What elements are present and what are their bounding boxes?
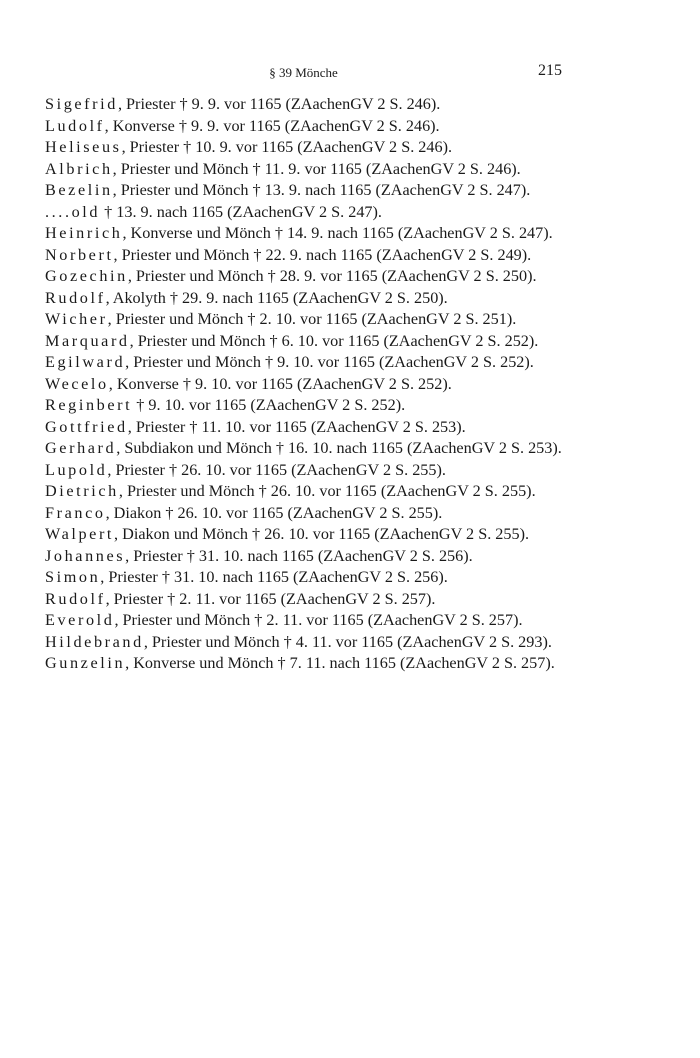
monk-entry xyxy=(45,653,562,675)
monk-description: , Priester und Mönch † 2. 10. vor 1165 (ZAachenGV 2 S. 251). xyxy=(107,310,517,328)
monk-name: Wicher xyxy=(45,310,108,328)
monk-name: Albrich xyxy=(45,159,113,178)
monk-description: , Konverse und Mönch † 14. 9. nach 1165 (ZAachenGV 2 S. 247). xyxy=(122,224,553,242)
monk-entry xyxy=(45,524,562,546)
monk-description: , Priester und Mönch † 6. 10. vor 1165 (ZAachenGV 2 S. 252). xyxy=(129,331,539,350)
monk-description: , Diakon † 26. 10. vor 1165 (ZAachenGV 2 S. 255). xyxy=(105,503,443,522)
monk-description: , Priester und Mönch † 13. 9. nach 1165 (ZAachenGV 2 S. 247). xyxy=(112,181,531,199)
monk-entry xyxy=(45,546,562,568)
monk-name: Rudolf xyxy=(45,288,106,307)
monk-name: ....old xyxy=(45,202,101,221)
monk-description: , Priester † 2. 11. vor 1165 (ZAachenGV 2 S. 257). xyxy=(105,589,436,608)
monk-entry xyxy=(45,395,562,417)
running-header xyxy=(45,62,562,84)
monk-description: , Priester † 11. 10. vor 1165 (ZAachenGV 2 S. 253). xyxy=(127,417,466,436)
monk-description: † 9. 10. vor 1165 (ZAachenGV 2 S. 252). xyxy=(132,396,406,414)
monk-entry xyxy=(45,180,562,202)
monk-description: , Priester und Mönch † 11. 9. vor 1165 (ZAachenGV 2 S. 246). xyxy=(112,159,521,178)
monk-entry xyxy=(45,589,562,611)
monk-description: , Konverse † 9. 9. vor 1165 (ZAachenGV 2 S. 246). xyxy=(104,116,440,135)
monk-name: Norbert xyxy=(45,245,114,264)
monk-entry xyxy=(45,481,562,503)
monk-entry xyxy=(45,288,562,310)
monk-name: Bezelin xyxy=(45,181,113,199)
monk-name: Franco xyxy=(45,503,106,522)
monk-entry xyxy=(45,331,562,353)
monk-description: , Priester und Mönch † 9. 10. vor 1165 (ZAachenGV 2 S. 252). xyxy=(125,353,534,371)
monk-entry xyxy=(45,266,562,288)
monk-name: Sigefrid xyxy=(45,95,118,113)
monk-description: , Konverse und Mönch † 7. 11. nach 1165 (ZAachenGV 2 S. 257). xyxy=(125,654,555,672)
monk-description: † 13. 9. nach 1165 (ZAachenGV 2 S. 247). xyxy=(100,202,382,221)
monk-description: , Priester und Mönch † 26. 10. vor 1165 (ZAachenGV 2 S. 255). xyxy=(118,482,536,500)
monk-description: , Priester † 26. 10. vor 1165 (ZAachenGV 2 S. 255). xyxy=(107,460,446,479)
monk-entry xyxy=(45,632,562,654)
monk-name: Gottfried xyxy=(45,417,128,436)
monk-name: Lupold xyxy=(45,460,108,479)
monk-name: Egilward xyxy=(45,353,126,371)
monk-name: Reginbert xyxy=(45,396,133,414)
monk-entry xyxy=(45,309,562,331)
monk-description: , Subdiakon und Mönch † 16. 10. nach 1165 (ZAachenGV 2 S. 253). xyxy=(116,439,562,457)
monk-description: , Priester † 31. 10. nach 1165 (ZAachenGV 2 S. 256). xyxy=(125,546,473,565)
monk-entry xyxy=(45,159,562,181)
monk-name: Heinrich xyxy=(45,224,123,242)
monk-entry xyxy=(45,417,562,439)
monk-description: , Priester und Mönch † 2. 11. vor 1165 (ZAachenGV 2 S. 257). xyxy=(114,611,523,629)
monk-entry xyxy=(45,137,562,159)
monk-entry xyxy=(45,610,562,632)
monk-entry xyxy=(45,438,562,460)
section-title: § 39 Mönche xyxy=(269,65,338,80)
monk-entry xyxy=(45,116,562,138)
monk-name: Simon xyxy=(45,568,101,586)
page-number: 215 xyxy=(538,62,562,79)
monk-description: , Konverse † 9. 10. vor 1165 (ZAachenGV 2 S. 252). xyxy=(108,374,452,393)
monk-name: Hildebrand xyxy=(45,632,144,651)
monk-description: , Priester und Mönch † 22. 9. nach 1165 (ZAachenGV 2 S. 249). xyxy=(113,245,532,264)
monk-entry xyxy=(45,503,562,525)
monk-description: , Priester † 10. 9. vor 1165 (ZAachenGV 2 S. 246). xyxy=(121,138,453,156)
monk-description: , Akolyth † 29. 9. nach 1165 (ZAachenGV 2 S. 250). xyxy=(105,288,448,307)
monk-name: Dietrich xyxy=(45,482,119,500)
monk-name: Everold xyxy=(45,611,115,629)
monk-name: Wecelo xyxy=(45,374,109,393)
monk-entry xyxy=(45,460,562,482)
monk-entry xyxy=(45,567,562,589)
monk-entry xyxy=(45,352,562,374)
monk-entry-list xyxy=(45,94,562,675)
monk-entry xyxy=(45,374,562,396)
monk-description: , Priester † 9. 9. vor 1165 (ZAachenGV 2 S. 246). xyxy=(117,95,441,113)
monk-name: Johannes xyxy=(45,546,126,565)
monk-name: Ludolf xyxy=(45,116,105,135)
monk-name: Marquard xyxy=(45,331,130,350)
monk-entry xyxy=(45,202,562,224)
monk-description: , Diakon und Mönch † 26. 10. vor 1165 (ZAachenGV 2 S. 255). xyxy=(114,525,530,543)
monk-description: , Priester und Mönch † 4. 11. vor 1165 (ZAachenGV 2 S. 293). xyxy=(143,632,552,651)
monk-name: Gerhard xyxy=(45,439,117,457)
monk-entry xyxy=(45,94,562,116)
monk-name: Gunzelin xyxy=(45,654,126,672)
monk-description: , Priester † 31. 10. nach 1165 (ZAachenGV 2 S. 256). xyxy=(100,568,448,586)
monk-description: , Priester und Mönch † 28. 9. vor 1165 (ZAachenGV 2 S. 250). xyxy=(127,267,537,285)
monk-name: Heliseus xyxy=(45,138,122,156)
monk-name: Walpert xyxy=(45,525,115,543)
monk-name: Gozechin xyxy=(45,267,128,285)
monk-entry xyxy=(45,245,562,267)
monk-entry xyxy=(45,223,562,245)
monk-name: Rudolf xyxy=(45,589,106,608)
